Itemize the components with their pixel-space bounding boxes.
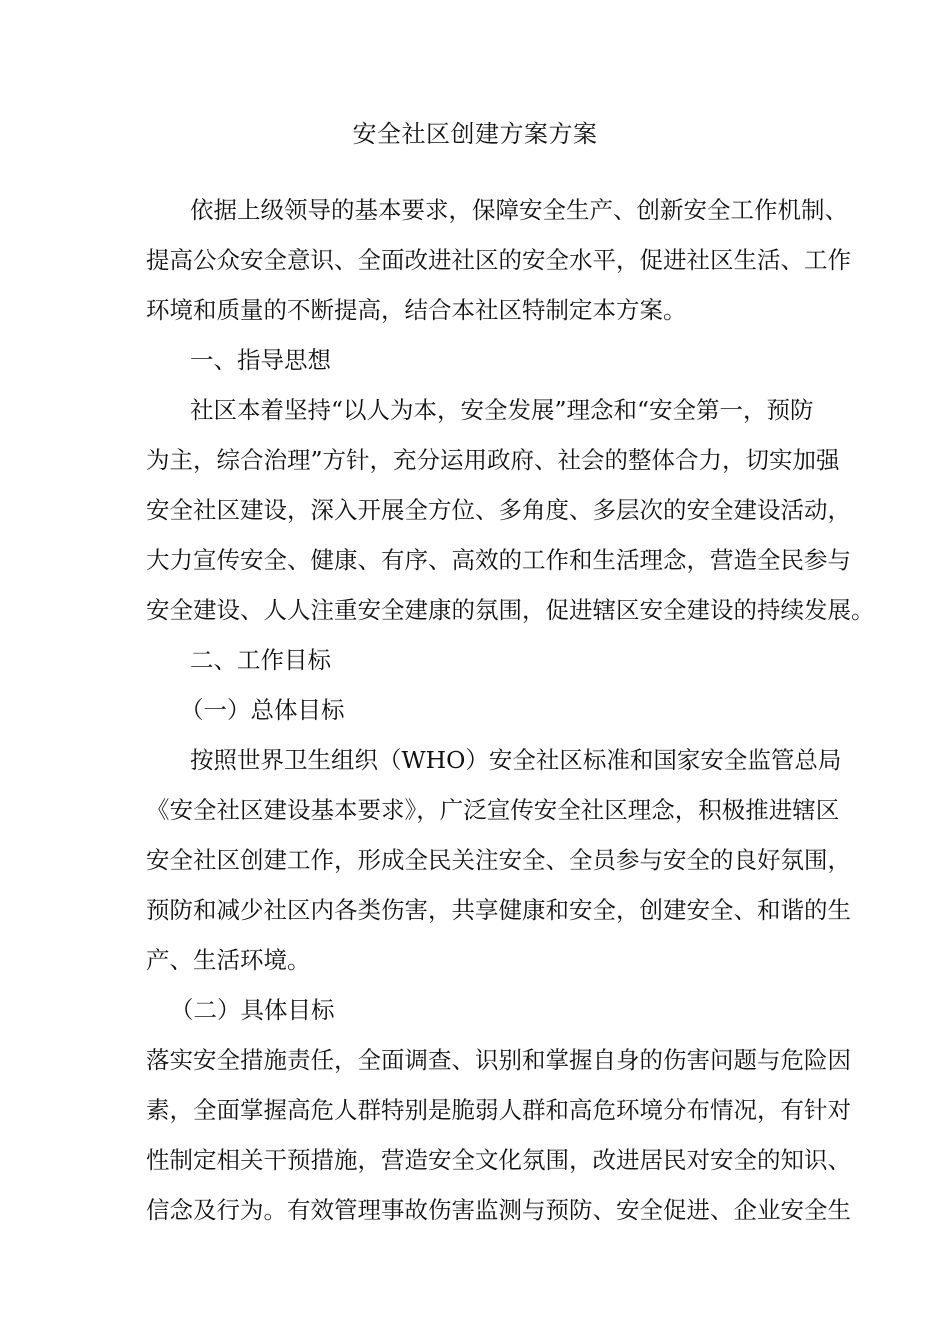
text-line: 提高公众安全意识、全面改进社区的安全水平，促进社区生活、工作 (146, 246, 851, 274)
text-line: 《安全社区建设基本要求》，广泛宣传安全社区理念，积极推进辖区 (146, 796, 840, 824)
text-line: 大力宣传安全、健康、有序、高效的工作和生活理念，营造全民参与 (146, 546, 851, 574)
text-line: 落实安全措施责任，全面调查、识别和掌握自身的伤害问题与危险因 (146, 1046, 851, 1074)
section-heading: 二、工作目标 (190, 646, 331, 674)
subsection-heading: （一）总体目标 (180, 696, 345, 724)
section-heading: 一、指导思想 (190, 346, 331, 374)
text-line: 依据上级领导的基本要求，保障安全生产、创新安全工作机制、 (190, 196, 848, 224)
text-line: 安全社区建设，深入开展全方位、多角度、多层次的安全建设活动， (146, 496, 851, 524)
text-line: 为主，综合治理”方针，充分运用政府、社会的整体合力，切实加强 (146, 446, 840, 474)
text-line: 安全社区创建工作，形成全民关注安全、全员参与安全的良好氛围， (146, 846, 851, 874)
text-line: 社区本着坚持“以人为本，安全发展”理念和“安全第一，预防 (190, 396, 814, 424)
text-line: 性制定相关干预措施，营造安全文化氛围，改进居民对安全的知识、 (146, 1146, 851, 1174)
text-line: 产、生活环境。 (146, 946, 311, 974)
text-line: 信念及行为。有效管理事故伤害监测与预防、安全促进、企业安全生 (146, 1196, 851, 1224)
text-line: 素，全面掌握高危人群特别是脆弱人群和高危环境分布情况，有针对 (146, 1096, 851, 1124)
subsection-heading: （二）具体目标 (170, 996, 335, 1024)
text-line: 预防和减少社区内各类伤害，共享健康和安全，创建安全、和谐的生 (146, 896, 851, 924)
document-title: 安全社区创建方案方案 (352, 120, 598, 148)
text-line: 安全建设、人人注重安全建康的氛围，促进辖区安全建设的持续发展。 (146, 596, 875, 624)
text-line: 按照世界卫生组织（WHO）安全社区标准和国家安全监管总局 (190, 746, 842, 774)
text-line: 环境和质量的不断提高，结合本社区特制定本方案。 (146, 296, 687, 324)
